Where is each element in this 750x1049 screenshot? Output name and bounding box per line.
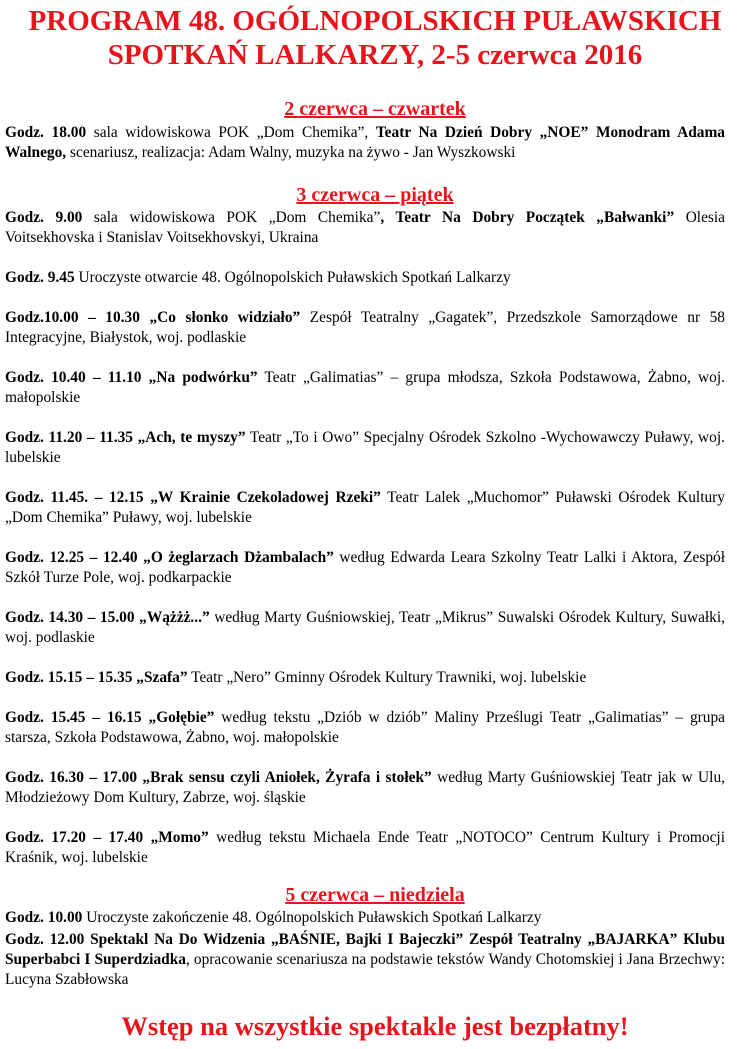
entry-text: Zespół Teatralny „Gagatek”, Przedszkole Samorządowe nr 58 Integracyjne, Białystok, woj. podlaskie: [5, 309, 726, 346]
entry-text: Olesia Voitsekhovska i Stanislav Voitsekhovskyi, Ukraina: [5, 209, 726, 246]
entry-bold-text: Godz. 12.00 Spektakl Na Do Widzenia „BAŚNIE, Bajki I Bajeczki” Zespół Teatralny „BAJARKA” Klubu Superbabci I Superdziadka: [5, 931, 725, 968]
entry-text: Teatr „Galimatias” – grupa młodsza, Szkoła Podstawowa, Żabno, woj. małopolskie: [5, 369, 725, 406]
program-entry: [5, 548, 725, 588]
entry-bold-text: Godz. 10.00: [5, 909, 83, 926]
day-heading-5-june: 5 czerwca – niedziela: [285, 884, 465, 906]
entry-text: według tekstu Michaela Ende Teatr „NOTOCO” Centrum Kultury i Promocji Kraśnik, woj. lubelskie: [5, 829, 725, 866]
entry-text: według Marty Guśniowskiej Teatr jak w Ulu, Młodzieżowy Dom Kultury, Zabrze, woj. śląskie: [5, 769, 725, 806]
free-admission-notice: Wstęp na wszystkie spektakle jest bezpłatny!: [121, 1011, 629, 1041]
entry-bold-text: Godz. 17.20 – 17.40 „Momo”: [5, 829, 209, 846]
program-entry: [5, 123, 725, 163]
program-entry: [5, 428, 725, 468]
day-heading-3-june: 3 czerwca – piątek: [296, 184, 454, 206]
program-entry: [5, 308, 725, 348]
entry-bold-text: Godz. 18.00: [5, 124, 87, 141]
entry-bold-text: Godz. 16.30 – 17.00 „Brak sensu czyli Aniołek, Żyrafa i stołek”: [5, 769, 432, 786]
entry-bold-text: Godz. 15.15 – 15.35 „Szafa”: [5, 669, 188, 686]
program-entry: [5, 930, 725, 990]
entry-text: według Edwarda Leara Szkolny Teatr Lalki i Aktora, Zespół Szkół Turze Pole, woj. podkarpackie: [5, 549, 725, 586]
entry-text: , opracowanie scenariusza na podstawie tekstów Wandy Chotomskiej i Jana Brzechwy: Lucyna Szabłowska: [5, 951, 725, 988]
entry-text: Uroczyste zakończenie 48. Ogólnopolskich Puławskich Spotkań Lalkarzy: [82, 909, 542, 926]
entry-bold-text: Godz. 11.45. – 12.15 „W Krainie Czekoladowej Rzeki”: [5, 489, 381, 506]
entry-bold-text: Godz. 14.30 – 15.00 „Wążżż...”: [5, 609, 210, 626]
entry-bold-text: Teatr Na Dzień Dobry „NOE” Monodram Adama Walnego,: [5, 124, 725, 161]
program-entry: [5, 828, 725, 868]
entry-text: Uroczyste otwarcie 48. Ogólnopolskich Puławskich Spotkań Lalkarzy: [74, 269, 511, 286]
entry-text: Teatr „Nero” Gminny Ośrodek Kultury Trawniki, woj. lubelskie: [187, 669, 587, 686]
entry-bold-text: Godz. 15.45 – 16.15 „Gołębie”: [5, 709, 215, 726]
entry-bold-text: Godz. 9.00: [5, 209, 83, 226]
entry-bold-text: Godz. 12.25 – 12.40 „O żeglarzach Dżambalach”: [5, 549, 334, 566]
program-entry: [5, 268, 725, 288]
program-entry: [5, 488, 725, 528]
program-entry: [5, 608, 725, 648]
entry-bold-text: Godz. 11.20 – 11.35 „Ach, te myszy”: [5, 429, 246, 446]
program-entry: [5, 208, 725, 248]
entry-text: sala widowiskowa POK „Dom Chemika”: [82, 209, 381, 226]
entry-text: Teatr Lalek „Muchomor” Puławski Ośrodek Kultury „Dom Chemika” Puławy, woj. lubelskie: [5, 489, 725, 526]
entry-text: scenariusz, realizacja: Adam Walny, muzyka na żywo - Jan Wyszkowski: [66, 144, 516, 161]
entry-text: sala widowiskowa POK „Dom Chemika”,: [86, 124, 376, 141]
entry-text: Teatr „To i Owo” Specjalny Ośrodek Szkolno -Wychowawczy Puławy, woj. lubelskie: [5, 429, 725, 466]
entry-bold-text: , Teatr Na Dobry Początek „Bałwanki”: [380, 209, 675, 226]
entry-bold-text: Godz. 9.45: [5, 269, 75, 286]
entry-bold-text: Godz.10.00 – 10.30 „Co słonko widziało”: [5, 309, 301, 326]
program-title-line-2: SPOTKAŃ LALKARZY, 2-5 czerwca 2016: [107, 39, 643, 71]
program-entry: [5, 708, 725, 748]
entry-text: według Marty Guśniowskiej, Teatr „Mikrus” Suwalski Ośrodek Kultury, Suwałki, woj. podlaskie: [5, 609, 725, 646]
entry-text: według tekstu „Dziób w dziób” Maliny Prześlugi Teatr „Galimatias” – grupa starsza, Szkoła Podstawowa, Żabno, woj. małopolskie: [5, 709, 725, 746]
program-entry: [5, 908, 725, 928]
entry-bold-text: Godz. 10.40 – 11.10 „Na podwórku”: [5, 369, 258, 386]
day-heading-2-june: 2 czerwca – czwartek: [284, 98, 466, 120]
program-entry: [5, 668, 725, 688]
program-title-line-1: PROGRAM 48. OGÓLNOPOLSKICH PUŁAWSKICH: [28, 5, 722, 37]
program-entry: [5, 368, 725, 408]
program-entry: [5, 768, 725, 808]
